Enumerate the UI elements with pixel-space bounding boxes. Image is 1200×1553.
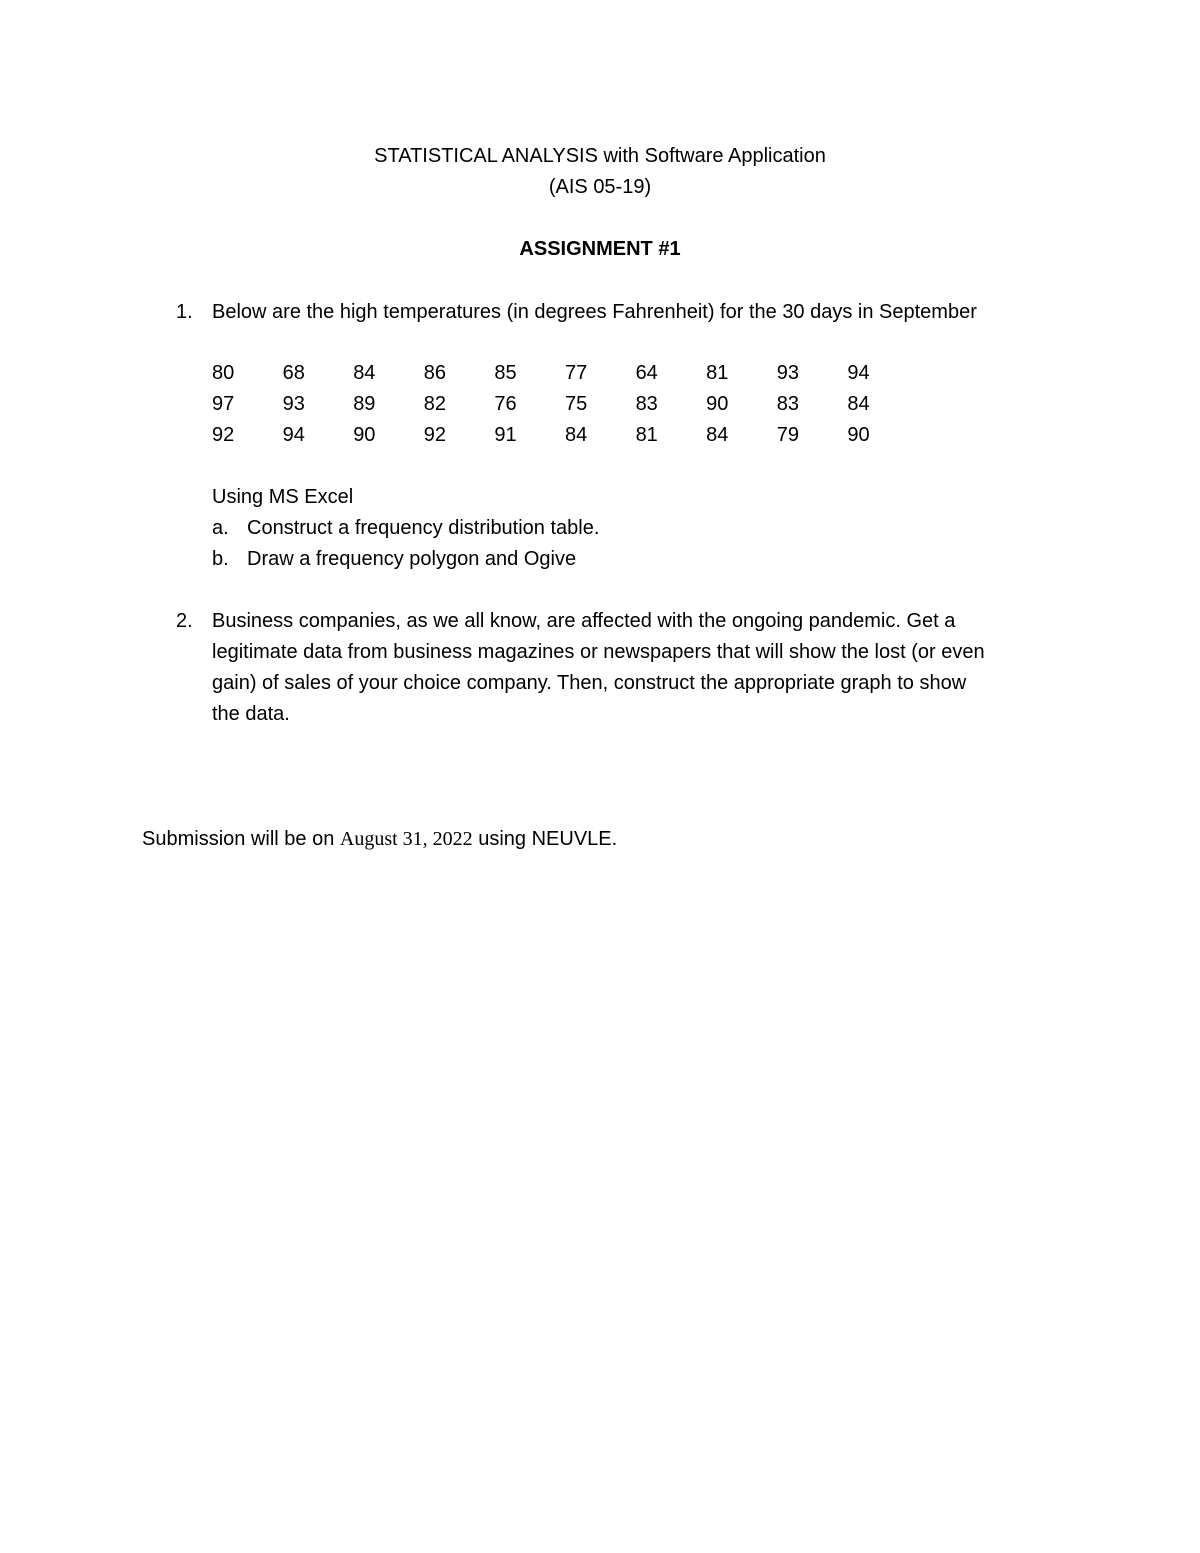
table-row — [212, 420, 918, 451]
table-row — [212, 389, 918, 420]
temperature-cell: 92 — [212, 424, 235, 446]
document-title: STATISTICAL ANALYSIS with Software Application — [374, 145, 826, 167]
temperature-cell: 84 — [353, 362, 376, 384]
temperature-cell: 89 — [353, 393, 376, 415]
submission-prefix: Submission will be on — [142, 828, 340, 850]
temperature-cell: 94 — [282, 424, 305, 446]
subitem-b-text: Draw a frequency polygon and Ogive — [247, 548, 577, 570]
submission-date: August 31, 2022 — [339, 828, 473, 850]
temperature-cell: 85 — [494, 362, 517, 384]
question-2-number: 2. — [176, 610, 193, 632]
temperature-cell: 75 — [564, 393, 588, 415]
submission-note — [142, 824, 617, 855]
temperature-cell: 93 — [282, 393, 305, 415]
temperature-cell: 77 — [564, 362, 588, 384]
temperature-cell: 79 — [776, 424, 799, 446]
temperature-cell: 76 — [494, 393, 517, 415]
temperature-cell: 90 — [847, 424, 870, 446]
temperature-cell: 90 — [706, 393, 729, 415]
subitem-a-letter: a. — [212, 517, 229, 539]
temperature-cell: 64 — [635, 362, 658, 384]
temperature-cell: 80 — [212, 362, 235, 384]
question-2-text — [212, 606, 1072, 730]
temperature-cell: 94 — [847, 362, 870, 384]
temperature-cell: 86 — [423, 362, 447, 384]
temperature-cell: 83 — [635, 393, 658, 415]
question-2-line: Business companies, as we all know, are affected with the ongoing pandemic. Get a — [212, 610, 956, 632]
assignment-heading: ASSIGNMENT #1 — [519, 238, 681, 260]
question-2-line: legitimate data from business magazines or newspapers that will show the lost (or even — [212, 641, 985, 663]
temperature-cell: 81 — [706, 362, 729, 384]
temperature-cell: 81 — [635, 424, 658, 446]
temperature-cell: 84 — [564, 424, 588, 446]
subitem-b-letter: b. — [212, 548, 229, 570]
temperature-cell: 84 — [706, 424, 729, 446]
temperature-cell: 92 — [423, 424, 447, 446]
temperature-cell: 93 — [776, 362, 799, 384]
temperature-cell: 82 — [423, 393, 447, 415]
question-2-line: gain) of sales of your choice company. Then, construct the appropriate graph to show — [212, 672, 967, 694]
question-1-text: Below are the high temperatures (in degrees Fahrenheit) for the 30 days in September — [212, 301, 977, 323]
question-1-number: 1. — [176, 301, 193, 323]
temperature-table — [212, 358, 918, 451]
temperature-cell: 84 — [847, 393, 870, 415]
temperature-cell: 97 — [212, 393, 235, 415]
subitem-a-text: Construct a frequency distribution table. — [247, 517, 600, 539]
temperature-cell: 68 — [282, 362, 305, 384]
excel-instruction: Using MS Excel — [212, 486, 354, 508]
temperature-cell: 90 — [353, 424, 376, 446]
submission-suffix: using NEUVLE. — [472, 828, 618, 850]
temperature-cell: 83 — [776, 393, 799, 415]
question-2-line: the data. — [212, 703, 290, 725]
temperature-cell: 91 — [494, 424, 517, 446]
course-code: (AIS 05-19) — [548, 176, 652, 198]
table-row — [212, 358, 918, 389]
